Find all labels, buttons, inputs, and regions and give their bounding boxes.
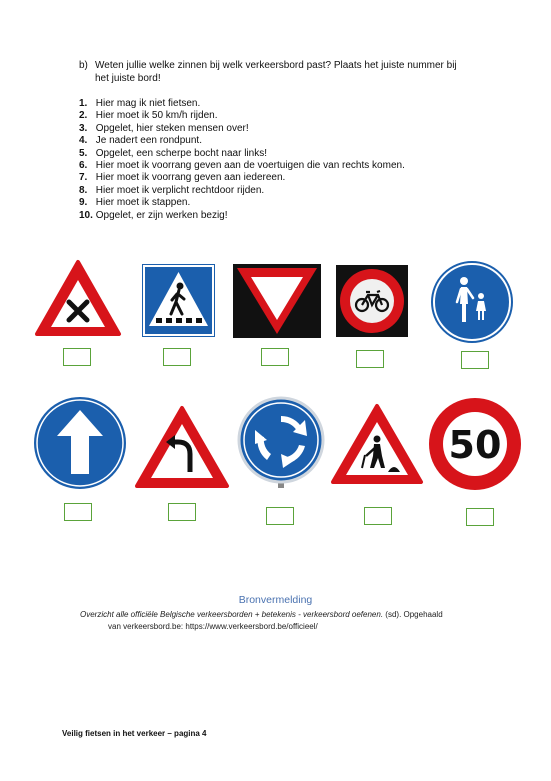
- item-text: Opgelet, hier steken mensen over!: [95, 122, 249, 134]
- answer-box-6[interactable]: [64, 503, 92, 521]
- answer-box-10[interactable]: [466, 508, 494, 526]
- list-item: [79, 110, 405, 122]
- list-item: [79, 123, 405, 135]
- item-number: 8.: [79, 184, 88, 196]
- straight-ahead-only-sign: [31, 394, 129, 492]
- question-label: b): [79, 60, 88, 71]
- list-item: [79, 135, 405, 147]
- item-number: 1.: [79, 98, 88, 109]
- speed-limit-50-sign: [427, 396, 523, 492]
- list-item: [79, 210, 405, 222]
- speed-limit-number: 50: [448, 423, 502, 467]
- item-number: 9.: [79, 197, 88, 209]
- item-text: Hier moet ik voorrang geven aan de voertuigen die van rechts komen.: [95, 160, 405, 172]
- item-text: Hier mag ik niet fietsen.: [95, 98, 201, 109]
- list-item: [79, 98, 405, 110]
- page-footer: Veilig fietsen in het verkeer – pagina 4: [62, 729, 207, 738]
- item-text: Opgelet, een scherpe bocht naar links!: [95, 147, 267, 159]
- road-works-sign: [330, 402, 424, 486]
- item-number: 10.: [79, 209, 93, 221]
- source-heading: Bronvermelding: [238, 594, 313, 606]
- question-text-line1: Weten jullie welke zinnen bij welk verkeersbord past? Plaats het juiste nummer bij: [95, 60, 457, 71]
- roundabout-sign: [237, 396, 325, 488]
- item-text: Hier moet ik voorrang geven aan iedereen.: [95, 172, 286, 184]
- item-number: 3.: [79, 122, 88, 134]
- list-item: [79, 172, 405, 184]
- item-number: 5.: [79, 147, 88, 159]
- statement-list: [79, 98, 405, 222]
- answer-box-1[interactable]: [63, 348, 91, 366]
- item-text: Opgelet, er zijn werken bezig!: [95, 209, 228, 221]
- answer-box-2[interactable]: [163, 348, 191, 366]
- source-title: Overzicht alle officiële Belgische verkeersborden + betekenis - verkeersbord oefenen.: [80, 610, 384, 619]
- list-item: [79, 185, 405, 197]
- list-item: [79, 197, 405, 209]
- priority-right-warning-sign: [34, 258, 122, 338]
- item-number: 2.: [79, 110, 88, 122]
- answer-box-5[interactable]: [461, 351, 489, 369]
- pedestrians-only-sign: [428, 258, 516, 346]
- item-number: 6.: [79, 160, 88, 172]
- source-retrieved: (sd). Opgehaald: [383, 610, 443, 619]
- question: [79, 60, 499, 85]
- item-text: Hier moet ik verplicht rechtdoor rijden.: [95, 184, 265, 196]
- item-number: 7.: [79, 172, 88, 184]
- answer-box-7[interactable]: [168, 503, 196, 521]
- question-text-line2: het juiste bord!: [95, 72, 161, 84]
- no-bicycles-sign: [336, 265, 408, 337]
- answer-box-9[interactable]: [364, 507, 392, 525]
- item-text: Hier moet ik 50 km/h rijden.: [95, 110, 218, 122]
- list-item: [79, 160, 405, 172]
- answer-box-3[interactable]: [261, 348, 289, 366]
- list-item: [79, 148, 405, 160]
- source-url: van verkeersbord.be: https://www.verkeersbord.be/officieel/: [108, 622, 318, 631]
- pedestrian-crossing-sign: [140, 262, 217, 339]
- yield-sign: [233, 264, 321, 338]
- sharp-left-curve-sign: [134, 404, 230, 490]
- item-text: Hier moet ik stappen.: [95, 197, 191, 209]
- item-number: 4.: [79, 135, 88, 147]
- item-text: Je nadert een rondpunt.: [95, 135, 202, 147]
- answer-box-4[interactable]: [356, 350, 384, 368]
- answer-box-8[interactable]: [266, 507, 294, 525]
- source-text: [80, 609, 480, 633]
